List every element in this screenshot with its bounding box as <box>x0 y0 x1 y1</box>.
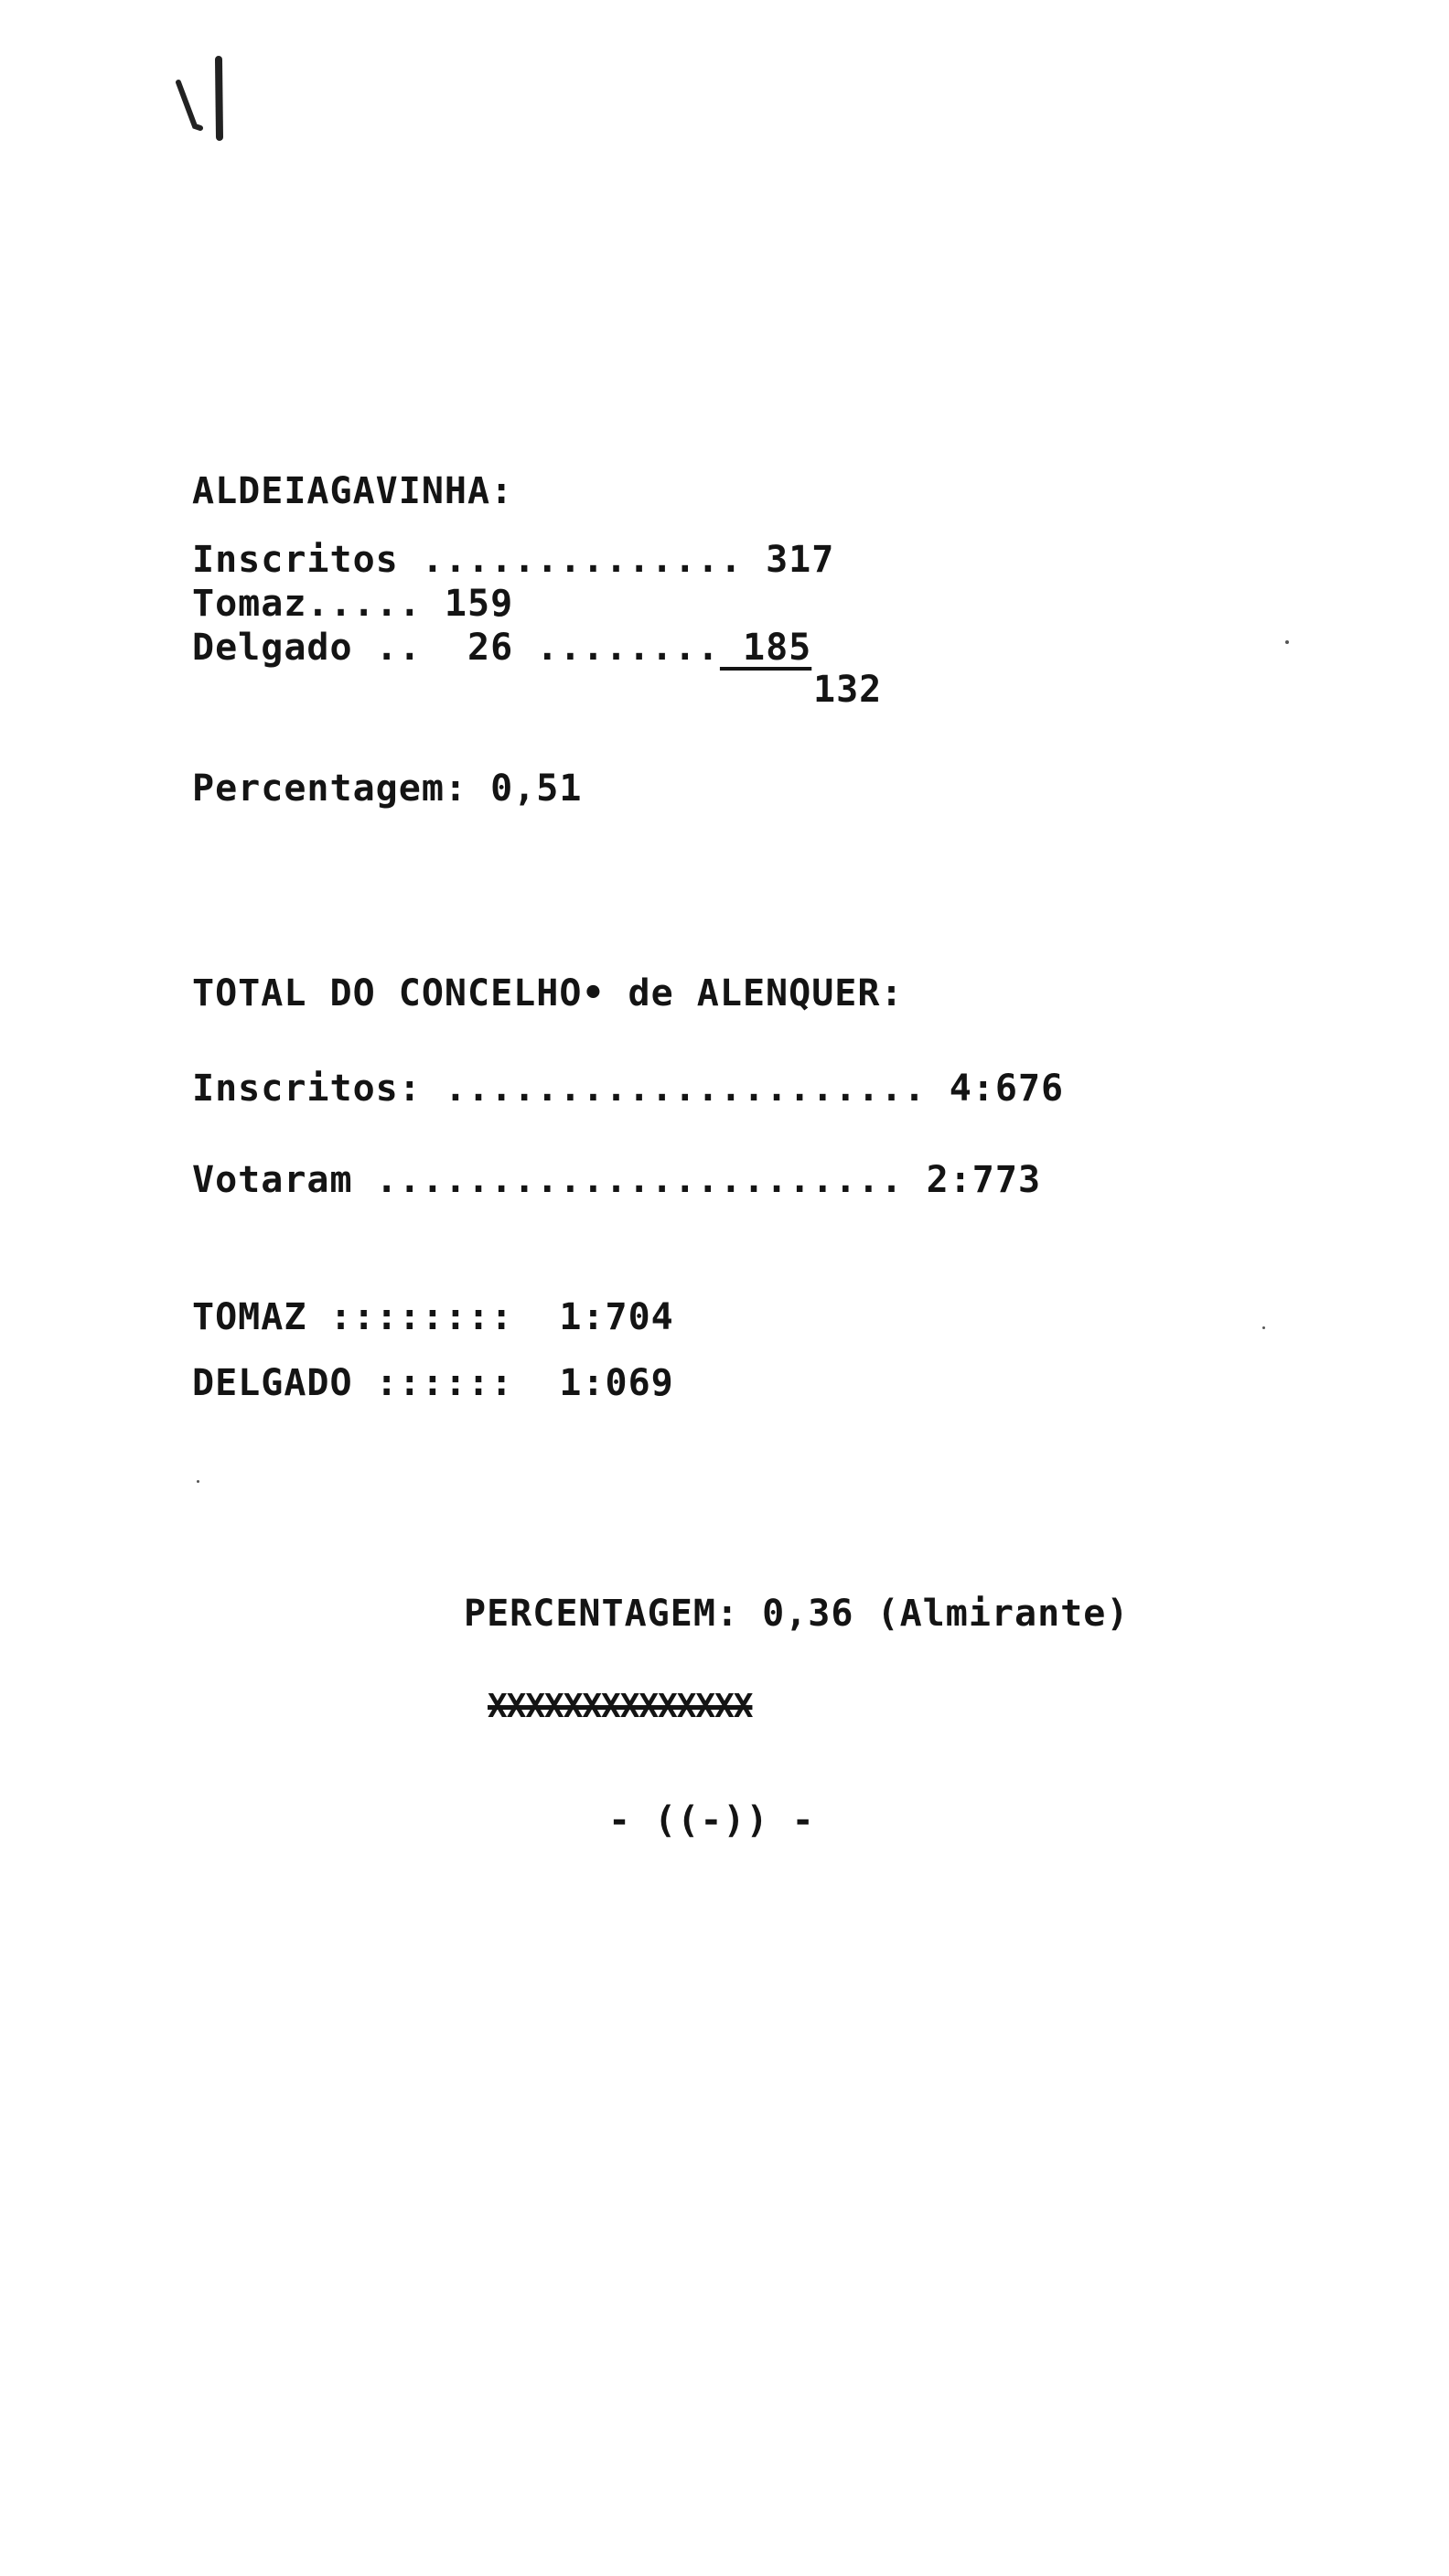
section1-delgado-row <box>192 626 811 670</box>
section1-delgado-label: Delgado <box>192 627 353 669</box>
section2-votaram-label: Votaram <box>192 1159 353 1201</box>
section1-heading: ALDEIAGAVINHA: <box>192 470 514 512</box>
section1-sum-value: 185 <box>719 627 812 669</box>
end-mark: - ((-)) - <box>608 1799 815 1841</box>
section1-delgado-dots: .. <box>352 627 467 669</box>
section1-percentagem-label: Percentagem: <box>192 767 467 810</box>
section2-inscritos-label: Inscritos: <box>192 1068 422 1110</box>
section1-tomaz-dots: ..... <box>306 583 445 625</box>
section2-inscritos-dots: ..................... <box>421 1068 950 1110</box>
section2-tomaz-dots: :::::::: <box>306 1296 560 1338</box>
section2-delgado-dots: :::::: <box>352 1362 560 1404</box>
section2-votaram-row <box>192 1158 1041 1202</box>
section1-difference-value: 132 <box>813 669 883 711</box>
section1-delgado-dots2: ........ <box>513 627 720 669</box>
section2-tomaz-row <box>192 1295 674 1339</box>
section1-inscritos-label: Inscritos <box>192 539 399 581</box>
section1-tomaz-value: 159 <box>444 583 514 625</box>
section2-inscritos-value: 4:676 <box>949 1068 1065 1110</box>
section2-percentagem-row <box>464 1592 1129 1636</box>
section1-percentagem-value: 0,51 <box>490 767 583 810</box>
section2-tomaz-label: TOMAZ <box>192 1296 307 1338</box>
handwritten-mark <box>169 46 233 146</box>
section1-tomaz-label: Tomaz <box>192 583 307 625</box>
struck-through-text: XXXXXXXXXXXXXX <box>488 1688 753 1725</box>
section2-votaram-dots: ....................... <box>352 1159 927 1201</box>
section2-percentagem-value: 0,36 <box>762 1593 854 1635</box>
scan-speck <box>1262 1326 1265 1329</box>
section1-inscritos-row <box>192 538 834 582</box>
section2-percentagem-label: PERCENTAGEM: <box>464 1593 739 1635</box>
section1-delgado-value: 26 <box>467 627 514 669</box>
section2-delgado-label: DELGADO <box>192 1362 353 1404</box>
section1-percentagem-row <box>192 767 582 810</box>
scan-speck <box>197 1480 199 1483</box>
section1-inscritos-value: 317 <box>766 539 835 581</box>
section1-tomaz-row <box>192 582 513 626</box>
section2-percentagem-note: (Almirante) <box>876 1593 1130 1635</box>
section2-inscritos-row <box>192 1067 1064 1111</box>
scan-speck <box>1285 640 1289 644</box>
section1-inscritos-dots: .............. <box>398 539 767 581</box>
section2-delgado-row <box>192 1361 674 1405</box>
section2-delgado-value: 1:069 <box>559 1362 674 1404</box>
section2-tomaz-value: 1:704 <box>559 1296 674 1338</box>
section2-votaram-value: 2:773 <box>926 1159 1042 1201</box>
section2-heading: TOTAL DO CONCELHO• de ALENQUER: <box>192 972 904 1014</box>
